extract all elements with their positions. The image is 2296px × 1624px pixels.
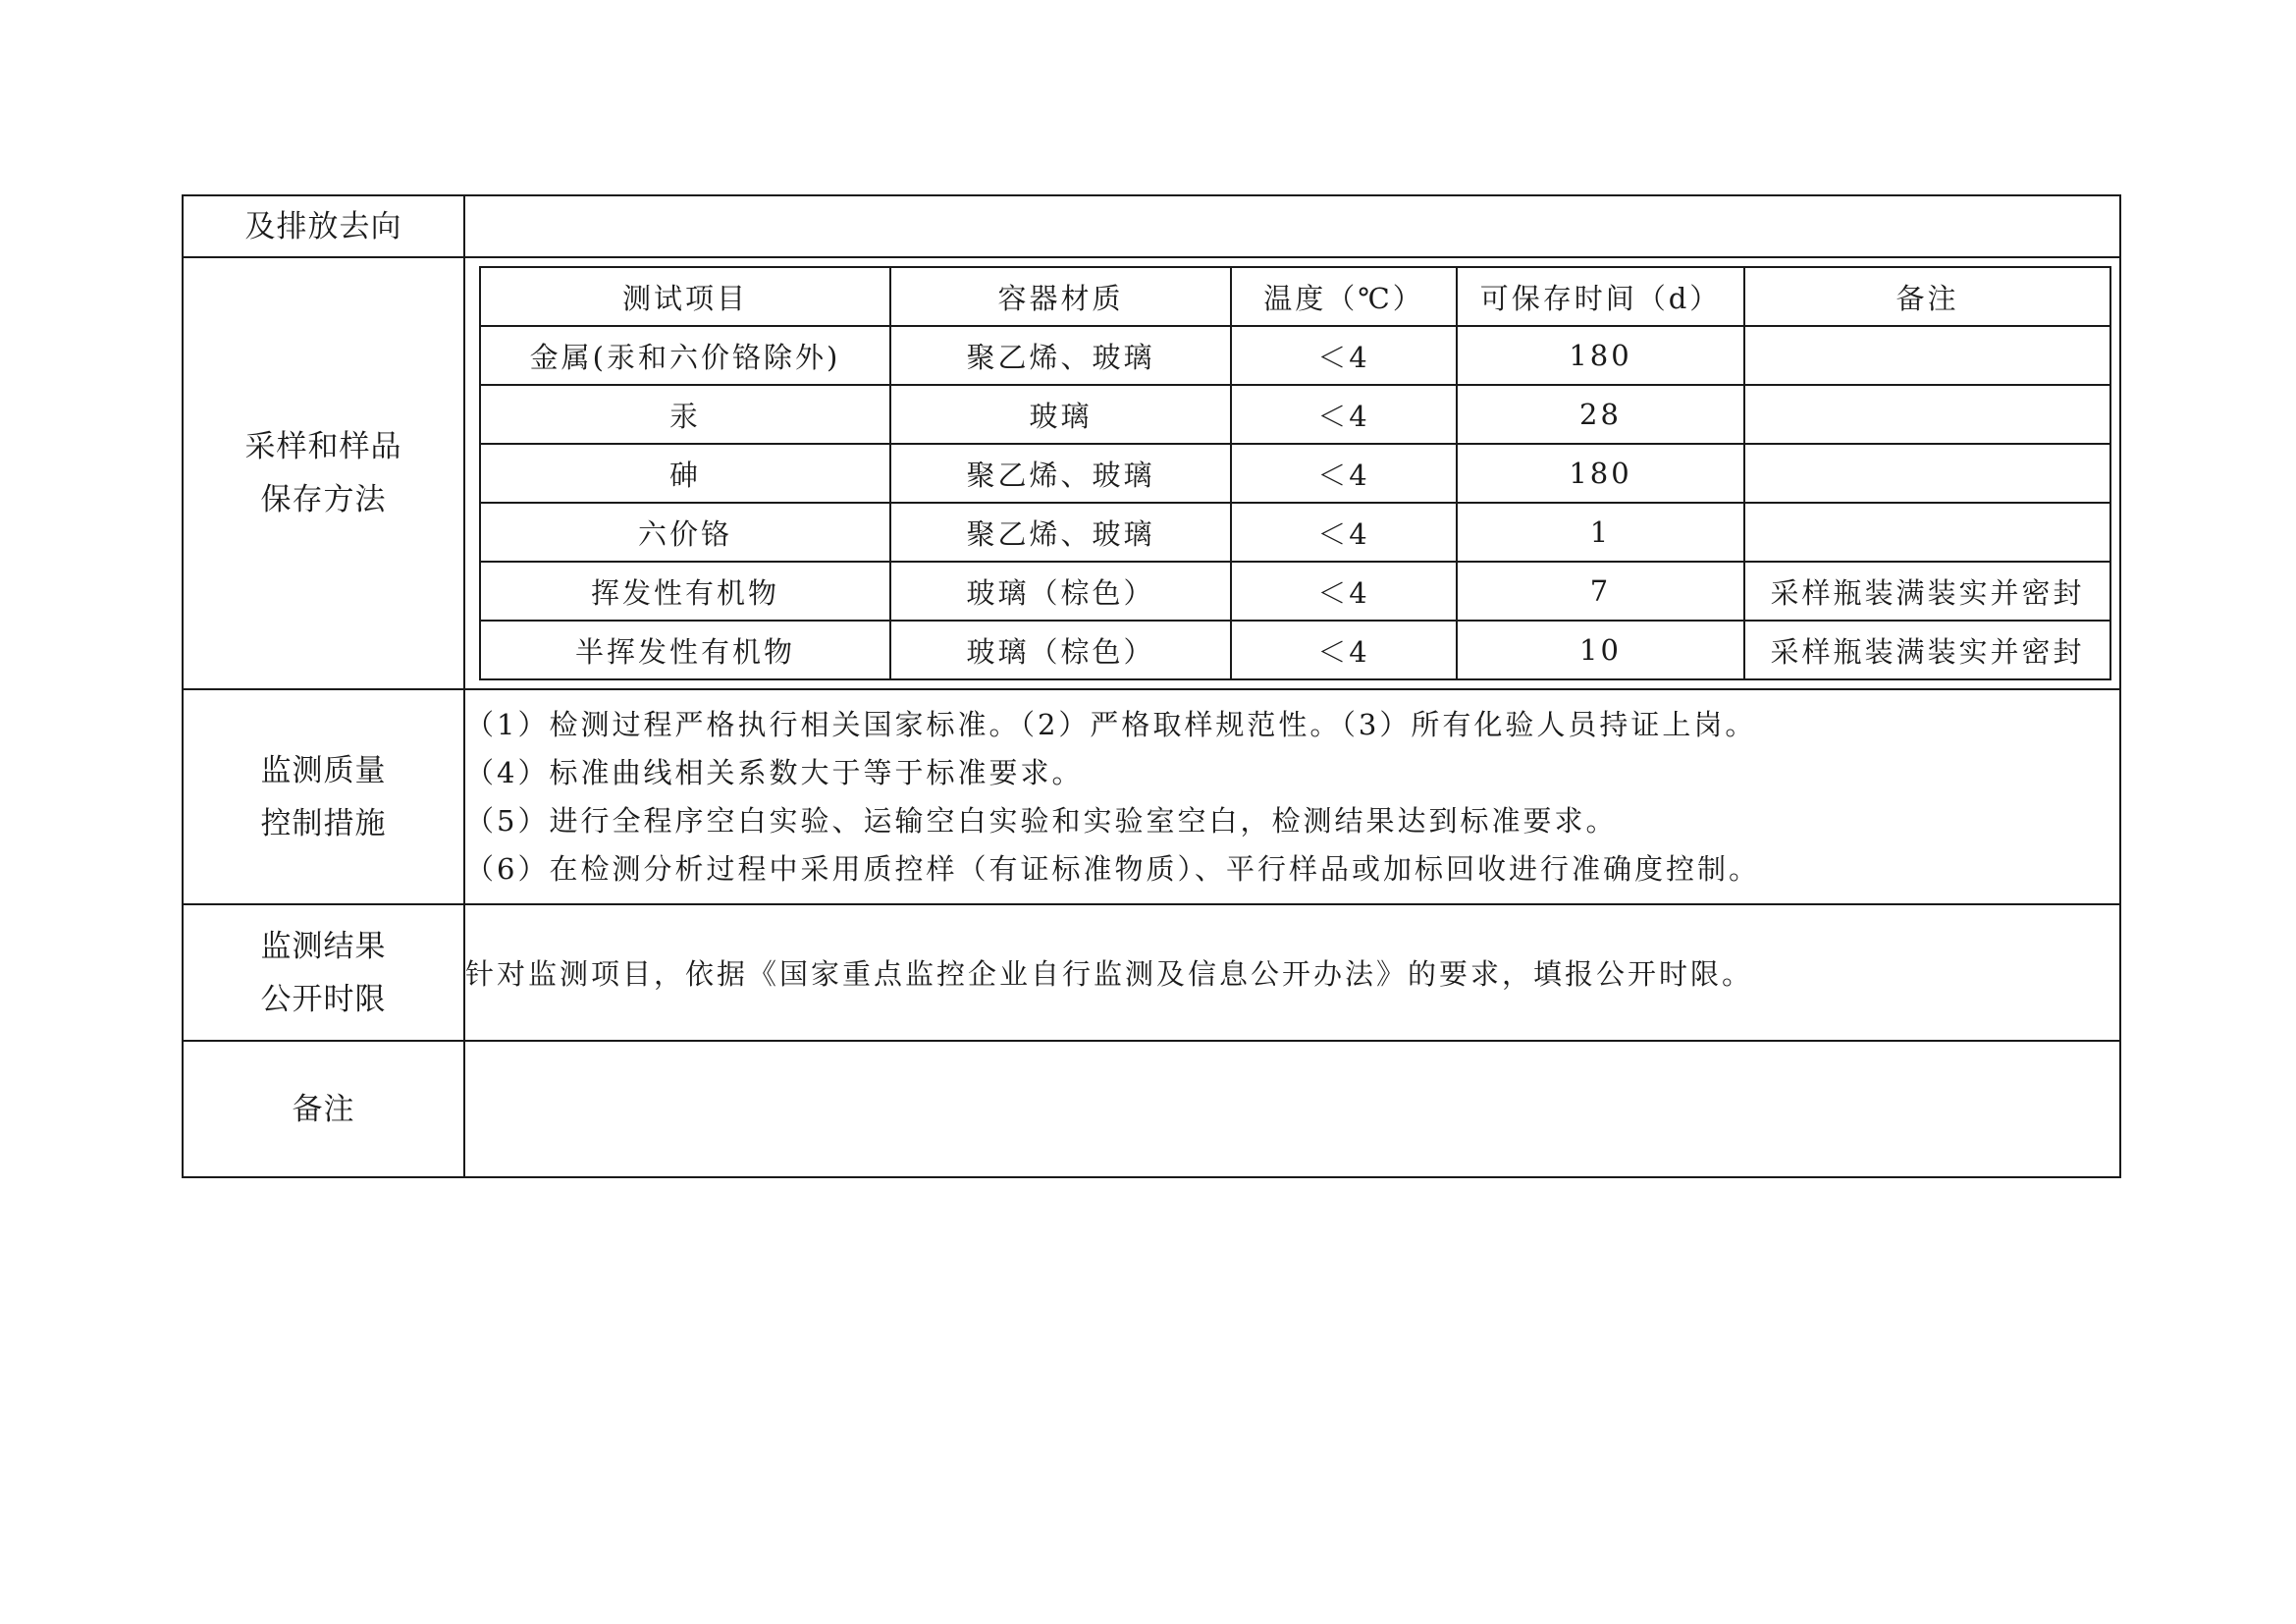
note-cell <box>1744 385 2110 444</box>
quality-measure-line: （4）标准曲线相关系数大于等于标准要求。 <box>465 755 1084 789</box>
preservation-table <box>479 266 2111 680</box>
discharge-label: 及排放去向 <box>183 195 464 257</box>
storage-time-cell: 180 <box>1457 444 1744 503</box>
storage-time-cell: 1 <box>1457 503 1744 562</box>
sampling-row <box>183 257 2120 689</box>
temperature-cell: ＜4 <box>1231 562 1457 621</box>
temperature-cell: ＜4 <box>1231 444 1457 503</box>
quality-row <box>183 689 2120 904</box>
container-cell: 玻璃（棕色） <box>890 621 1231 679</box>
publication-label-line2: 公开时限 <box>260 981 387 1017</box>
publication-label-line1: 监测结果 <box>260 928 387 964</box>
column-header-container: 容器材质 <box>890 267 1231 326</box>
quality-measure-line: （6）在检测分析过程中采用质控样（有证标准物质）、平行样品或加标回收进行准确度控制。 <box>465 851 1760 886</box>
container-cell: 聚乙烯、玻璃 <box>890 326 1231 385</box>
sampling-label <box>183 257 464 689</box>
column-header-temperature: 温度（℃） <box>1231 267 1457 326</box>
table-row <box>480 326 2110 385</box>
container-cell: 聚乙烯、玻璃 <box>890 503 1231 562</box>
sampling-label-line1: 采样和样品 <box>244 429 402 464</box>
temperature-cell: ＜4 <box>1231 326 1457 385</box>
container-cell: 聚乙烯、玻璃 <box>890 444 1231 503</box>
storage-time-cell: 28 <box>1457 385 1744 444</box>
storage-time-cell: 10 <box>1457 621 1744 679</box>
container-cell: 玻璃 <box>890 385 1231 444</box>
table-row <box>480 503 2110 562</box>
note-cell <box>1744 503 2110 562</box>
table-row <box>480 385 2110 444</box>
discharge-row <box>183 195 2120 257</box>
monitoring-plan-table <box>182 194 2121 1178</box>
remarks-content <box>464 1041 2120 1177</box>
publication-label <box>183 904 464 1041</box>
quality-measures <box>464 689 2120 904</box>
column-header-note: 备注 <box>1744 267 2110 326</box>
temperature-cell: ＜4 <box>1231 385 1457 444</box>
item-cell: 挥发性有机物 <box>480 562 890 621</box>
table-row <box>480 562 2110 621</box>
publication-row <box>183 904 2120 1041</box>
container-cell: 玻璃（棕色） <box>890 562 1231 621</box>
storage-time-cell: 7 <box>1457 562 1744 621</box>
sampling-label-line2: 保存方法 <box>260 482 387 517</box>
temperature-cell: ＜4 <box>1231 621 1457 679</box>
remarks-label: 备注 <box>183 1041 464 1177</box>
column-header-storage-time: 可保存时间（d） <box>1457 267 1744 326</box>
note-cell <box>1744 326 2110 385</box>
quality-label <box>183 689 464 904</box>
column-header-item: 测试项目 <box>480 267 890 326</box>
quality-label-line2: 控制措施 <box>260 805 387 841</box>
note-cell: 采样瓶装满装实并密封 <box>1744 562 2110 621</box>
sampling-content <box>464 257 2120 689</box>
quality-measure-line: （1）检测过程严格执行相关国家标准。（2）严格取样规范性。（3）所有化验人员持证上岗。 <box>465 707 1757 741</box>
item-cell: 砷 <box>480 444 890 503</box>
storage-time-cell: 180 <box>1457 326 1744 385</box>
item-cell: 汞 <box>480 385 890 444</box>
discharge-content <box>464 195 2120 257</box>
table-row <box>480 621 2110 679</box>
quality-label-line1: 监测质量 <box>260 752 387 788</box>
item-cell: 六价铬 <box>480 503 890 562</box>
item-cell: 半挥发性有机物 <box>480 621 890 679</box>
table-row <box>480 444 2110 503</box>
note-cell: 采样瓶装满装实并密封 <box>1744 621 2110 679</box>
temperature-cell: ＜4 <box>1231 503 1457 562</box>
remarks-row <box>183 1041 2120 1177</box>
preservation-header-row <box>480 267 2110 326</box>
quality-measure-line: （5）进行全程序空白实验、运输空白实验和实验室空白，检测结果达到标准要求。 <box>465 803 1618 838</box>
note-cell <box>1744 444 2110 503</box>
publication-text: 针对监测项目，依据《国家重点监控企业自行监测及信息公开办法》的要求，填报公开时限。 <box>464 904 2120 1041</box>
item-cell: 金属(汞和六价铬除外) <box>480 326 890 385</box>
